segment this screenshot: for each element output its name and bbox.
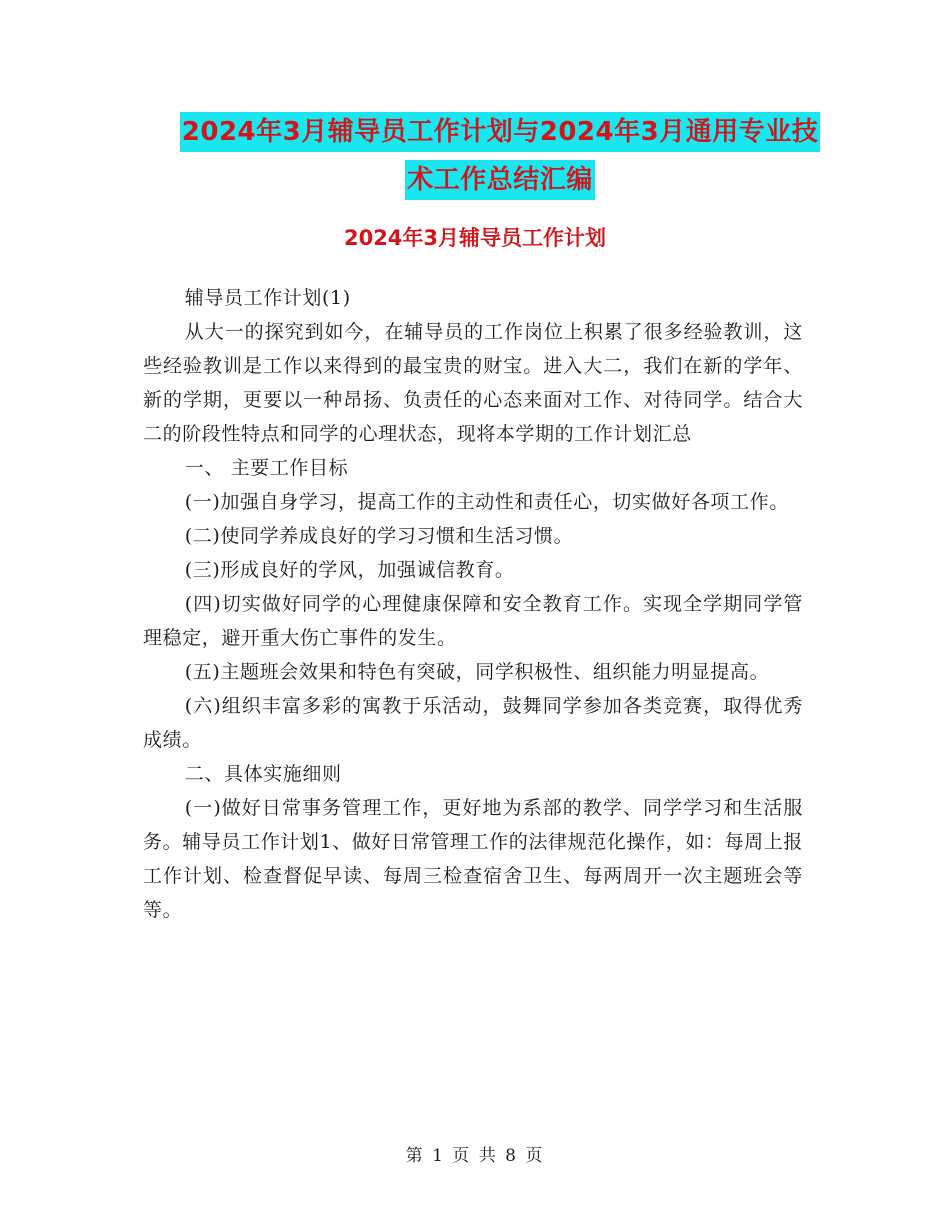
body-text bbox=[143, 281, 803, 927]
paragraph: 从大一的探究到如今，在辅导员的工作岗位上积累了很多经验教训，这些经验教训是工作以来得到的最宝贵的财宝。进入大二，我们在新的学年、新的学期，更要以一种昂扬、负责任的心态来面对工作、对待同学。结合大二的阶段性特点和同学的心理状态，现将本学期的工作计划汇总 bbox=[143, 321, 803, 445]
paragraph: 辅导员工作计划(1) bbox=[184, 287, 351, 309]
section-heading: 2024年3月辅导员工作计划 bbox=[343, 226, 607, 250]
paragraph: (一)加强自身学习，提高工作的主动性和责任心，切实做好各项工作。 bbox=[184, 491, 789, 513]
paragraph: (二)使同学养成良好的学习习惯和生活习惯。 bbox=[184, 525, 574, 547]
paragraph: (五)主题班会效果和特色有突破，同学积极性、组织能力明显提高。 bbox=[184, 661, 770, 683]
document-title bbox=[140, 112, 860, 200]
paragraph: 二、具体实施细则 bbox=[184, 763, 342, 785]
paragraph: (三)形成良好的学风，加强诚信教育。 bbox=[184, 559, 515, 581]
paragraph: (六)组织丰富多彩的寓教于乐活动，鼓舞同学参加各类竞赛，取得优秀成绩。 bbox=[143, 695, 803, 751]
title-line-2: 术工作总结汇编 bbox=[405, 160, 595, 200]
paragraph: (一)做好日常事务管理工作，更好地为系部的教学、同学学习和生活服务。辅导员工作计划1、做好日常管理工作的法律规范化操作，如：每周上报工作计划、检查督促早读、每周三检查宿舍卫生、每两周开一次主题班会等等。 bbox=[143, 797, 803, 921]
page-number-footer: 第 1 页 共 8 页 bbox=[405, 1146, 545, 1166]
paragraph: 一、 主要工作目标 bbox=[184, 457, 349, 479]
title-line-1: 2024年3月辅导员工作计划与2024年3月通用专业技 bbox=[180, 112, 820, 152]
paragraph: (四)切实做好同学的心理健康保障和安全教育工作。实现全学期同学管理稳定，避开重大伤亡事件的发生。 bbox=[143, 593, 803, 649]
